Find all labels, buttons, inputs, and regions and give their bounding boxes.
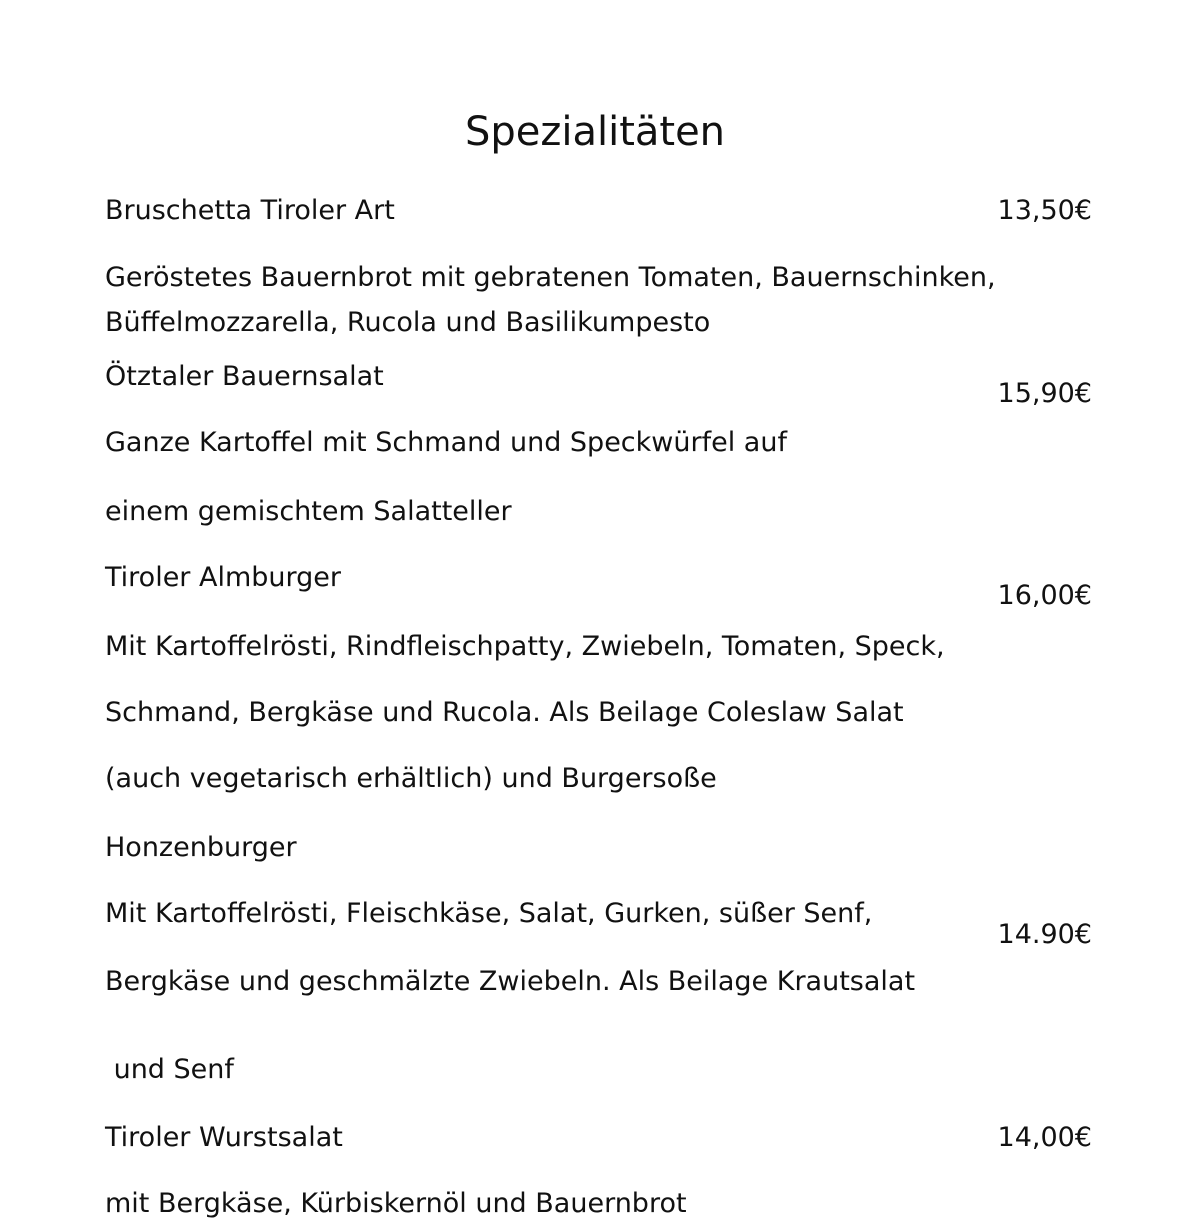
item-name-honzenburger: Honzenburger [105, 832, 297, 863]
item-description-line: (auch vegetarisch erhältlich) und Burgersoße [105, 763, 717, 794]
item-description-line: und Senf [105, 1054, 234, 1085]
item-price-bruschetta: 13,50€ [997, 195, 1092, 226]
item-description-line: einem gemischtem Salatteller [105, 496, 512, 527]
page-title: Spezialitäten [464, 109, 726, 155]
item-name-wurstsalat: Tiroler Wurstsalat [105, 1122, 343, 1153]
item-price-bauernsalat: 15,90€ [997, 378, 1092, 409]
item-description-line: Büffelmozzarella, Rucola und Basilikumpesto [105, 307, 711, 338]
item-name-bauernsalat: Ötztaler Bauernsalat [105, 361, 384, 392]
item-name-bruschetta: Bruschetta Tiroler Art [105, 195, 395, 226]
item-description-line: mit Bergkäse, Kürbiskernöl und Bauernbrot [105, 1188, 687, 1219]
item-description-line: Geröstetes Bauernbrot mit gebratenen Tomaten, Bauernschinken, [105, 262, 996, 293]
item-description-line: Mit Kartoffelrösti, Rindfleischpatty, Zwiebeln, Tomaten, Speck, [105, 631, 945, 662]
item-price-wurstsalat: 14,00€ [997, 1122, 1092, 1153]
item-price-almburger: 16,00€ [997, 580, 1092, 611]
item-description-line: Mit Kartoffelrösti, Fleischkäse, Salat, Gurken, süßer Senf, [105, 898, 873, 929]
item-description-line: Schmand, Bergkäse und Rucola. Als Beilage Coleslaw Salat [105, 697, 904, 728]
item-name-almburger: Tiroler Almburger [105, 562, 341, 593]
item-description-line: Ganze Kartoffel mit Schmand und Speckwürfel auf [105, 427, 787, 458]
item-price-honzenburger: 14.90€ [997, 919, 1092, 950]
item-description-line: Bergkäse und geschmälzte Zwiebeln. Als Beilage Krautsalat [105, 966, 916, 997]
